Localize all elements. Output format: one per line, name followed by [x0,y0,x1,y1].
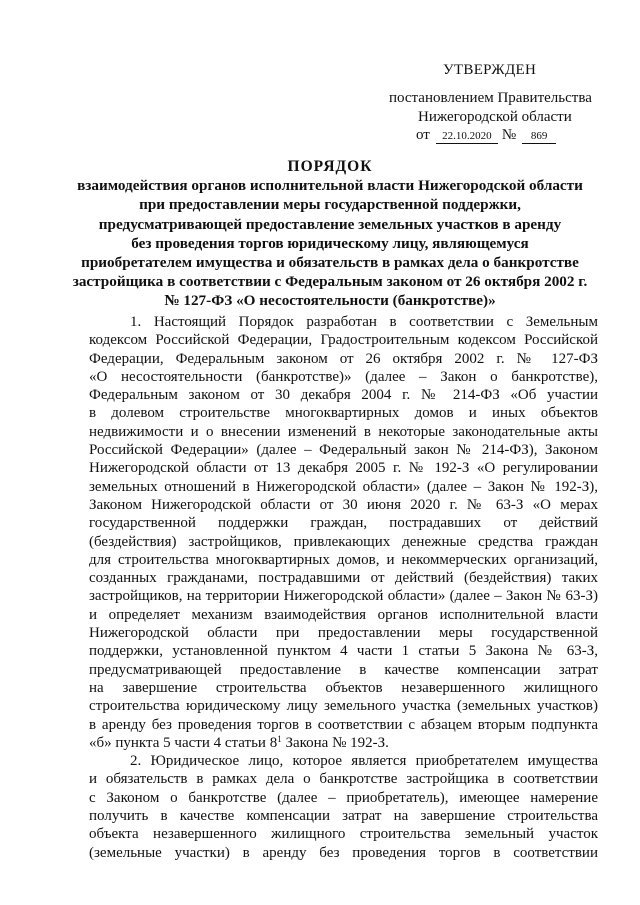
text-line: (земельные участки) в аренду без проведения торгов в соответствии [89,844,598,861]
text-line: 1. Настоящий Порядок разработан в соответствии с Земельным [130,314,598,330]
text-line: Российской Федерации» (далее – Федеральный закон № 214-ФЗ), Законом [89,442,598,459]
approval-date-number [416,127,556,144]
text-line: в аренду без проведения торгов в соответствии с абзацем вторым подпункта [89,716,598,733]
title-line: без проведения торгов юридическому лицу, являющемуся [131,234,529,252]
text-line: недвижимости и о внесении изменений в некоторые законодательные акты [89,423,598,440]
text-line: на завершение строительства объектов незавершенного жилищного [89,679,598,696]
text-line: и определяет механизм взаимодействия органов исполнительной власти [89,606,598,623]
text-line: (бездействия) застройщиков, привлекающих денежные средства граждан [89,533,598,550]
text-line: кодексом Российской Федерации, Градостроительным кодексом Российской [89,332,598,349]
paragraph-1 [89,313,598,752]
text-line: «О несостоятельности (банкротстве)» (далее – Закон о банкротстве), [89,368,598,385]
number-label: № [501,127,517,143]
text-line: строительства юридическому лицу земельного участка (земельных участков) [89,698,598,715]
approved-heading: УТВЕРЖДЕН [443,62,537,78]
text-line [89,734,598,752]
approval-date: 22.10.2020 [436,129,498,144]
text-line: 2. Юридическое лицо, которое является приобретателем имущества [130,753,598,770]
title-line: при предоставлении меры государственной поддержки, [139,196,521,214]
document-body [89,313,598,862]
superscript: 1 [277,733,282,744]
paragraph-2 [89,752,598,862]
title-line: приобретателем имущества и обязательств в рамках дела о банкротстве [81,254,579,272]
title-main: ПОРЯДОК [287,158,373,175]
text-line: поддержки, установленной пунктом 4 части 1 статьи 5 Закона № 63-З, [89,643,598,660]
text-fragment: Закона № 192-З. [281,734,389,751]
text-line: Законом Нижегородской области от 30 июня 2020 г. № 63-З «О мерах [89,496,598,513]
text-line: застройщиков, на территории Нижегородской области» (далее – Закон № 63-З) [89,588,598,605]
text-line: Нижегородской области при предоставлении меры государственной [89,625,598,642]
title-line: взаимодействия органов исполнительной власти Нижегородской области [77,177,583,195]
text-line: объекта незавершенного жилищного строительства земельный участок [89,826,598,843]
text-line: государственной поддержки граждан, пострадавших от действий [89,515,598,532]
text-line: Нижегородской области от 13 декабря 2005 г. № 192-З «О регулировании [89,460,598,477]
text-line: и обязательств в рамках дела о банкротстве застройщика в соответствии [89,771,598,788]
text-line: Федеральным законом от 30 декабря 2004 г. № 214-ФЗ «Об участии [89,387,598,404]
text-fragment: «б» пункта 5 части 4 статьи 8 [89,734,278,751]
text-line: получить в качестве компенсации затрат на завершение строительства [89,808,598,825]
text-line: предусматривающей предоставление в качестве компенсации затрат [89,661,598,678]
title-line: № 127-ФЗ «О несостоятельности (банкротстве)» [164,292,496,310]
approval-line-2: Нижегородской области [418,109,572,125]
document-title [60,157,600,311]
text-line: земельных отношений в Нижегородской области» (далее – Закон № 192-З), [89,478,598,495]
title-line: застройщика в соответствии с Федеральным законом от 26 октября 2002 г. [72,273,588,291]
from-label: от [416,127,430,143]
approval-line-1: постановлением Правительства [389,90,592,106]
text-line: Федерации, Федеральным законом от 26 октября 2002 г. № 127-ФЗ [89,350,598,367]
approval-number: 869 [522,129,556,144]
text-line: с Законом о банкротстве (далее – приобретатель), имеющее намерение [89,789,598,806]
text-line: в долевом строительстве многоквартирных домов и иных объектов [89,405,598,422]
title-line: предусматривающей предоставление земельных участков в аренду [98,215,562,233]
text-line: для строительства многоквартирных домов, и некоммерческих организаций, [89,551,598,568]
text-line: созданных гражданами, пострадавшими от действий (бездействия) таких [89,570,598,587]
